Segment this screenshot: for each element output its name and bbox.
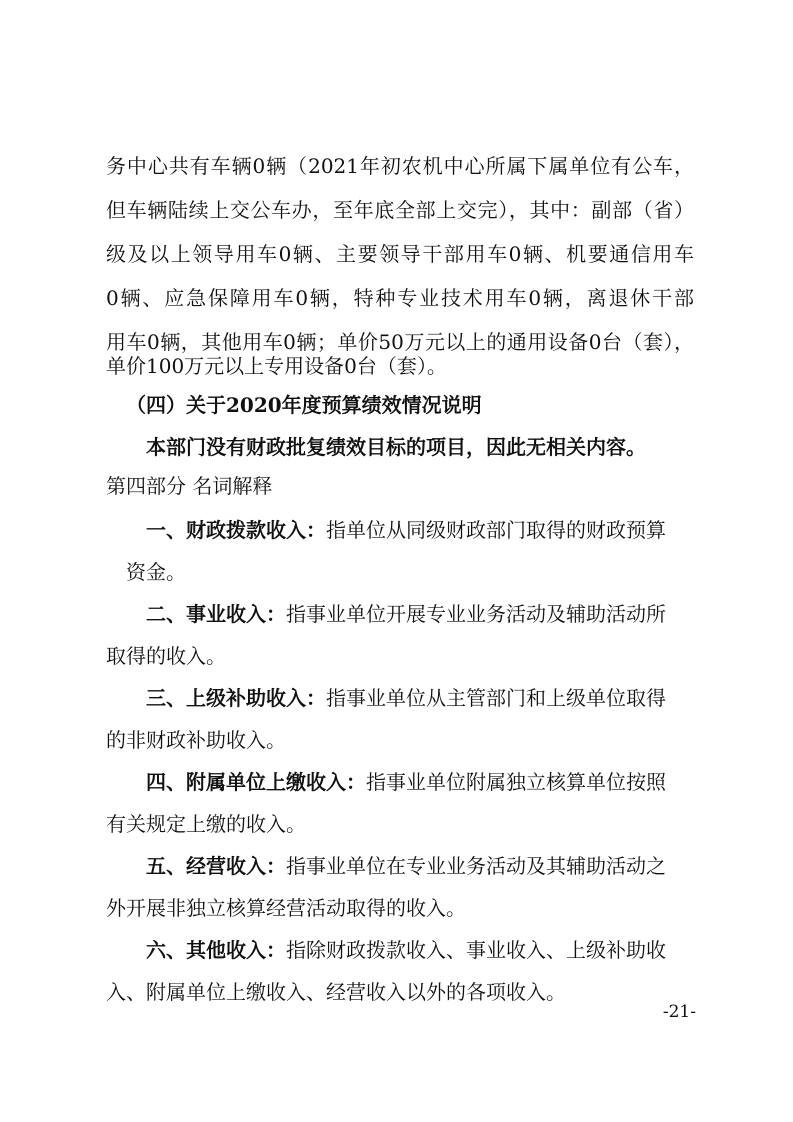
- term-definition: 指事业单位附属独立核算单位按照: [366, 770, 666, 794]
- part-title: 第四部分 名词解释: [106, 474, 273, 498]
- term-label: 一、财政拨款收入：: [146, 518, 326, 542]
- term-definition: 指除财政拨款收入、事业收入、上级补助收: [286, 938, 666, 962]
- term-item-4-cont: 有关规定上缴的收入。: [106, 812, 306, 836]
- section-heading: （四）关于2020年度预算绩效情况说明: [126, 393, 482, 417]
- term-definition: 指事业单位在专业业务活动及其辅助活动之: [286, 854, 666, 878]
- body-line-2: 但车辆陆续上交公车办，至年底全部上交完），其中：副部（省）: [106, 198, 694, 222]
- term-definition: 指事业单位从主管部门和上级单位取得: [326, 686, 666, 710]
- term-item-5-cont: 外开展非独立核算经营活动取得的收入。: [106, 896, 466, 920]
- body-line-5: 用车0辆，其他用车0辆；单价50万元以上的通用设备0台（套），: [106, 330, 694, 354]
- term-item-3: [146, 678, 694, 718]
- term-item-1-cont: 资金。: [126, 560, 186, 584]
- term-item-6-cont: 入、附属单位上缴收入、经营收入以外的各项收入。: [106, 980, 566, 1004]
- term-item-2-cont: 取得的收入。: [106, 644, 226, 668]
- term-label: 四、附属单位上缴收入：: [146, 770, 366, 794]
- body-line-4: 0辆、应急保障用车0辆，特种专业技术用车0辆，离退休干部: [106, 286, 694, 310]
- term-item-3-cont: 的非财政补助收入。: [106, 728, 286, 752]
- term-definition: 指单位从同级财政部门取得的财政预算: [326, 518, 666, 542]
- term-label: 三、上级补助收入：: [146, 686, 326, 710]
- term-item-4: [146, 762, 694, 802]
- term-definition: 指事业单位开展专业业务活动及辅助活动所: [286, 602, 666, 626]
- body-line-1: 务中心共有车辆0辆（2021年初农机中心所属下属单位有公车，: [106, 154, 694, 178]
- term-label: 二、事业收入：: [146, 602, 286, 626]
- term-item-6: [146, 930, 694, 970]
- term-label: 六、其他收入：: [146, 938, 286, 962]
- term-item-5: [146, 846, 694, 886]
- body-line-6: 单价100万元以上专用设备0台（套）。: [106, 354, 447, 378]
- page-number: -21-: [662, 1002, 696, 1022]
- section-body: 本部门没有财政批复绩效目标的项目，因此无相关内容。: [146, 435, 646, 459]
- term-item-1: [146, 510, 694, 550]
- body-line-3: 级及以上领导用车0辆、主要领导干部用车0辆、机要通信用车: [106, 242, 694, 266]
- term-item-2: [146, 594, 694, 634]
- term-label: 五、经营收入：: [146, 854, 286, 878]
